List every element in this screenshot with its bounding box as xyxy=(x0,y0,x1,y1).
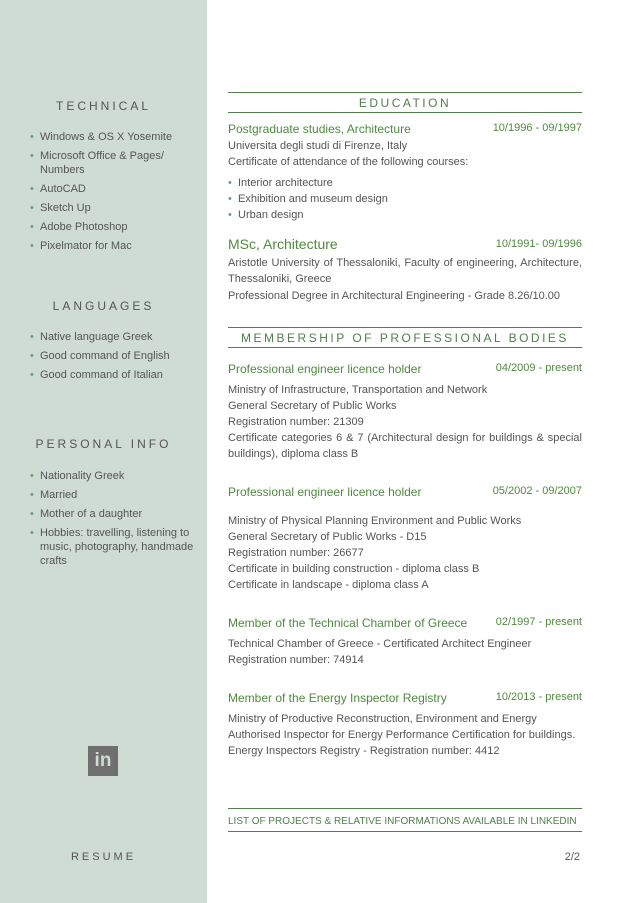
list-item: • Adobe Photoshop xyxy=(30,220,195,234)
list-item: • Married xyxy=(30,488,195,502)
personal-info-heading: PERSONAL INFO xyxy=(35,437,172,451)
page-number: 2/2 xyxy=(564,851,580,863)
list-item: • Hobbies: travelling, listening to music, photography, handmade crafts xyxy=(30,526,195,568)
education-entry-body: Aristotle University of Thessaloniki, Faculty of engineering, Architecture, Thessaloniki, Greece xyxy=(228,257,582,285)
list-item: • Mother of a daughter xyxy=(30,507,195,521)
list-item: • Urban design xyxy=(228,207,582,223)
technical-heading: TECHNICAL xyxy=(55,99,151,113)
entry-title: Member of the Energy Inspector Registry xyxy=(228,691,447,705)
entry-dates: 02/1997 - present xyxy=(495,616,582,628)
languages-list xyxy=(30,330,195,387)
course-list xyxy=(228,175,582,223)
education-entry-header xyxy=(228,236,582,254)
technical-list xyxy=(30,130,195,258)
education-heading: EDUCATION xyxy=(228,92,582,113)
membership-entry-header xyxy=(228,362,582,378)
entry-title: Member of the Technical Chamber of Greece xyxy=(228,616,468,630)
entry-dates: 10/1996 - 09/1997 xyxy=(492,122,582,134)
membership-heading: MEMBERSHIP OF PROFESSIONAL BODIES xyxy=(228,327,582,348)
linkedin-icon[interactable]: in xyxy=(88,746,118,776)
membership-entry-header xyxy=(228,691,582,707)
list-item: • Pixelmator for Mac xyxy=(30,239,195,253)
membership-entry-body: Technical Chamber of Greece - Certificated Architect Engineer Registration number: 74914 xyxy=(228,638,532,666)
list-item: • Microsoft Office & Pages/ Numbers xyxy=(30,149,195,177)
education-entry-header xyxy=(228,122,582,138)
resume-label: RESUME xyxy=(70,851,137,863)
list-item: • Good command of Italian xyxy=(30,368,195,382)
list-item: • Good command of English xyxy=(30,349,195,363)
list-item: • Windows & OS X Yosemite xyxy=(30,130,195,144)
list-item: • Sketch Up xyxy=(30,201,195,215)
linkedin-note: LIST OF PROJECTS & RELATIVE INFORMATIONS AVAILABLE IN LINKEDIN xyxy=(228,808,582,832)
membership-entry-body: Ministry of Physical Planning Environment and Public Works General Secretary of Public Works - D15 Registration number: 26677 Certificate in building construction - diploma class B Certificate in landscape - diploma class A xyxy=(228,515,522,591)
education-entry-body: Universita degli studi di Firenze, Italy Certificate of attendance of the following courses: xyxy=(228,140,469,168)
entry-title: Professional engineer licence holder xyxy=(228,362,422,376)
entry-title: MSc, Architecture xyxy=(228,236,338,252)
list-item: • Interior architecture xyxy=(228,175,582,191)
list-item: • Nationality Greek xyxy=(30,469,195,483)
entry-title: Professional engineer licence holder xyxy=(228,485,422,499)
membership-entry-header xyxy=(228,485,582,501)
entry-dates: 10/2013 - present xyxy=(495,691,582,703)
degree-line: Professional Degree in Architectural Engineering - Grade 8.26/10.00 xyxy=(228,290,561,302)
list-item: • AutoCAD xyxy=(30,182,195,196)
membership-entry-body: Ministry of Productive Reconstruction, Environment and Energy Authorised Inspector for Energy Performance Certification for buildings. Energy Inspectors Registry - Registration number: 4412 xyxy=(228,713,576,757)
membership-entry-body: Ministry of Infrastructure, Transportation and Network General Secretary of Public Works Registration number: 21309 Certificate categories 6 & 7 (Architectural design for buildings & special buildings), diploma class B xyxy=(228,384,582,460)
entry-dates: 04/2009 - present xyxy=(495,362,582,374)
entry-dates: 05/2002 - 09/2007 xyxy=(492,485,582,497)
languages-heading: LANGUAGES xyxy=(52,299,155,313)
list-item: • Exhibition and museum design xyxy=(228,191,582,207)
entry-title: Postgraduate studies, Architecture xyxy=(228,122,411,136)
entry-dates: 10/1991- 09/1996 xyxy=(495,238,582,250)
personal-info-list xyxy=(30,469,195,573)
list-item: • Native language Greek xyxy=(30,330,195,344)
membership-entry-header xyxy=(228,616,582,632)
